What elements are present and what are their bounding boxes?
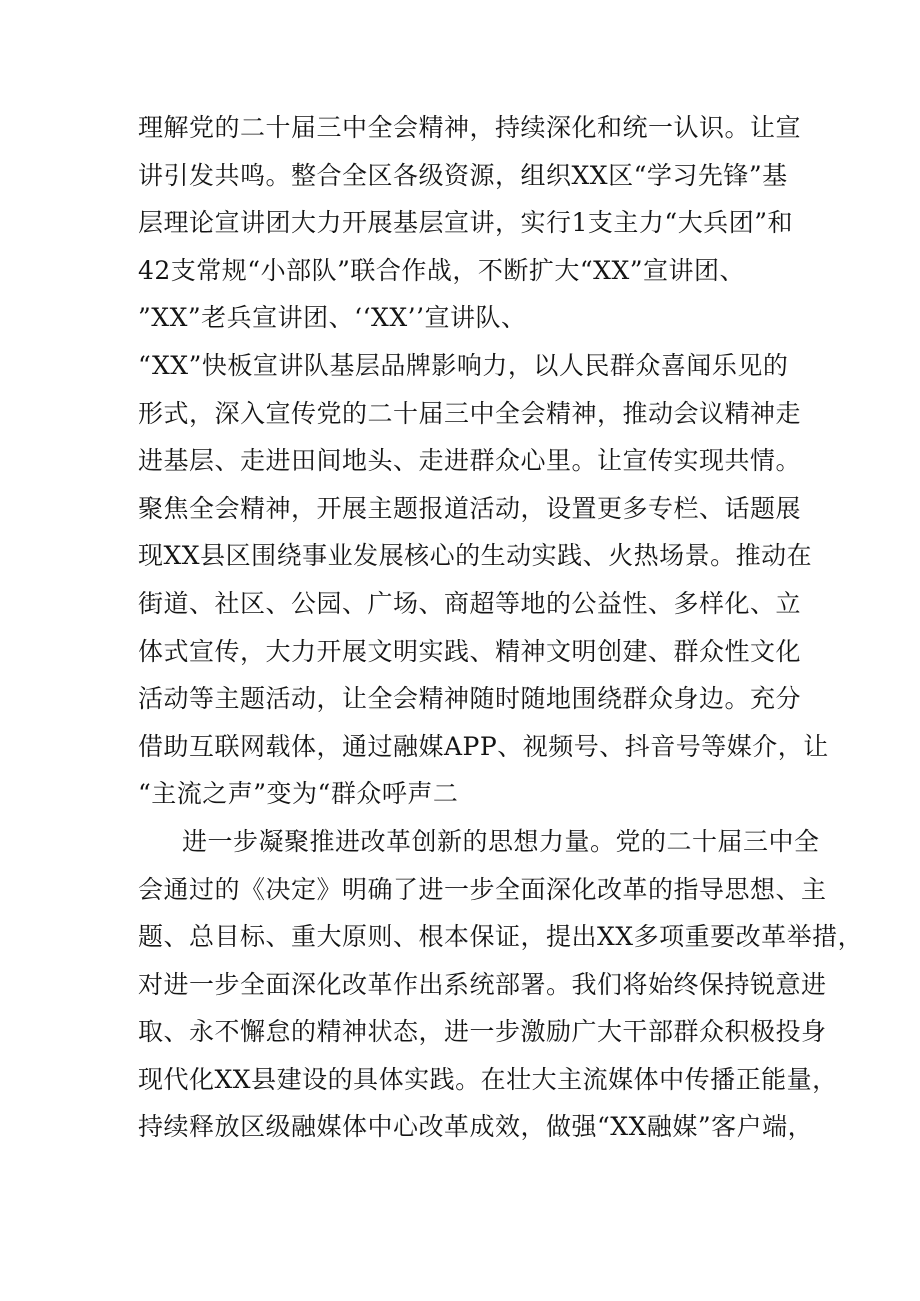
text-line: 现代化XX县建设的具体实践。在壮大主流媒体中传播正能量， [138,1064,838,1094]
text-line: 现XX县区围绕事业发展核心的生动实践、火热场景。推动在 [138,541,813,571]
text-line: ”XX”老兵宣讲团、‘‘XX’’宣讲队、 [138,303,527,333]
text-line: 体式宣传，大力开展文明实践、精神文明创建、群众性文化 [138,636,802,666]
text-line: 理解党的二十届三中全会精神，持续深化和统一认识。让宣 [138,113,802,142]
text-line: 42支常规“小部队”联合作战，不断扩大“XX”宣讲团、 [138,255,746,285]
text-line: 对进一步全面深化改革作出系统部署。我们将始终保持锐意进 [138,969,827,999]
text-line: 街道、社区、公园、广场、商超等地的公益性、多样化、立 [138,588,802,618]
text-line: 聚焦全会精神，开展主题报道活动，设置更多专栏、话题展 [138,493,802,523]
paragraph-1 [138,104,829,818]
text-line: 讲引发共鸣。整合全区各级资源，组织XX区“学习先锋”基 [138,160,788,190]
paragraph-2 [138,818,864,1151]
text-line: 持续释放区级融媒体中心改革成效，做强“XX融媒”客户端， [138,1112,814,1142]
text-line: 进基层、走进田间地头、走进群众心里。让宣传实现共情。 [138,446,802,476]
text-line: “XX”快板宣讲队基层品牌影响力，以人民群众喜闻乐见的 [138,350,789,380]
text-line: 借助互联网载体，通过融媒APP、视频号、抖音号等媒介，让 [138,731,829,761]
text-line: 活动等主题活动，让全会精神随时随地围绕群众身边。充分 [138,684,802,714]
text-line: 会通过的《决定》明确了进一步全面深化改革的指导思想、主 [138,874,827,904]
text-line: “主流之声”变为“群众呼声二 [138,779,459,809]
text-line: 题、总目标、重大原则、根本保证，提出XX多项重要改革举措， [138,922,864,952]
body-text [138,104,864,1151]
text-line: 取、永不懈怠的精神状态，进一步激励广大干部群众积极投身 [138,1017,827,1047]
text-line: 形式，深入宣传党的二十届三中全会精神，推动会议精神走 [138,398,802,428]
text-line: 进一步凝聚推进改革创新的思想力量。党的二十届三中全 [182,826,820,856]
text-line: 层理论宣讲团大力开展基层宣讲，实行1支主力“大兵团”和 [138,208,793,238]
